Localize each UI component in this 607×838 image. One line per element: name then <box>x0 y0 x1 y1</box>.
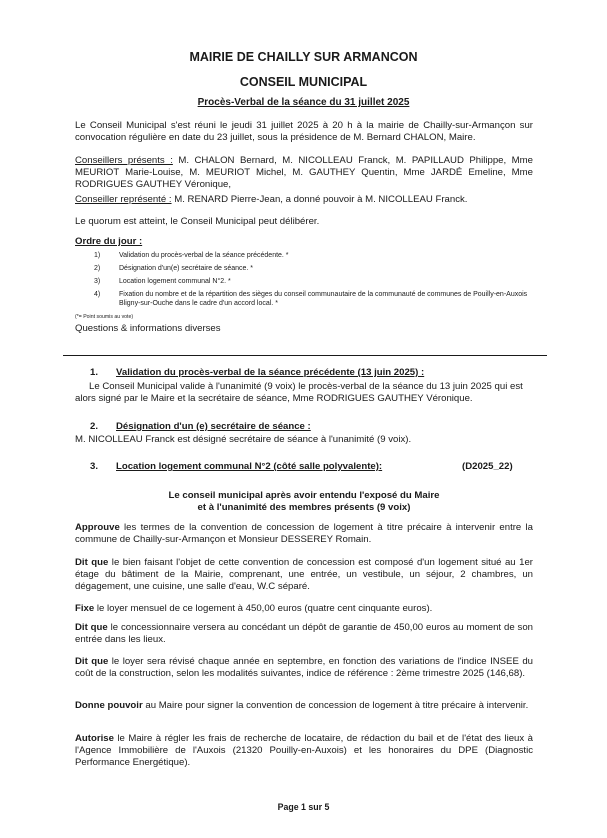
section1-title: Validation du procès-verbal de la séance précédente (13 juin 2025) : <box>116 367 425 378</box>
agenda-footnote: (*= Point soumis au vote) <box>75 314 134 320</box>
questions-diverses: Questions & informations diverses <box>75 323 221 334</box>
agenda-item: 3) Location logement communal N°2. * <box>94 278 231 285</box>
decision-paragraph: Dit que le loyer sera révisé chaque année en septembre, en fonction des variations de l'indice INSEE du coût de la construction, selon les modalités suivantes, indice de référence : 2ème trimestre 2025 (146,68). <box>75 656 533 679</box>
page-number: Page 1 sur 5 <box>277 802 330 812</box>
conseil-heading: CONSEIL MUNICIPAL <box>239 75 368 89</box>
presents-label: Conseillers présents : <box>75 155 173 166</box>
presents-text: M. CHALON Bernard, M. NICOLLEAU Franck, M. PAPILLAUD Philippe, Mme MEURIOT Marie-Louise, M. MEURIOT Michel, M. GAUTHEY Quentin, Mme JARDÉ Emeline, Mme RODRIGUES GAUTHEY Véronique, <box>75 155 533 190</box>
section1-heading: 1. Validation du procès-verbal de la séance précédente (13 juin 2025) : <box>90 367 425 378</box>
decision-paragraph: Donne pouvoir au Maire pour signer la convention de concession de logement à titre précaire à intervenir. <box>75 700 529 711</box>
section2-heading: 2. Désignation d'un (e) secrétaire de séance : <box>90 421 311 432</box>
section-divider <box>63 355 547 356</box>
represente-label: Conseiller représenté : <box>75 194 172 205</box>
quorum-text: Le quorum est atteint, le Conseil Municipal peut délibérer. <box>75 216 320 227</box>
decision-paragraph: Fixe le loyer mensuel de ce logement à 450,00 euros (quatre cent cinquante euros). <box>75 603 433 614</box>
decision-line-1: Le conseil municipal après avoir entendu l'exposé du Maire <box>168 490 440 501</box>
pv-title: Procès-Verbal de la séance du 31 juillet 2025 <box>197 97 410 108</box>
section3-title: Location logement communal N°2 (côté salle polyvalente): <box>116 461 383 472</box>
agenda-label: Ordre du jour : <box>75 236 143 247</box>
section3-ref: (D2025_22) <box>462 461 513 472</box>
mairie-heading: MAIRIE DE CHAILLY SUR ARMANCON <box>189 50 418 64</box>
decision-paragraph: Dit que le bien faisant l'objet de cette convention de concession est composé d'un logement situé au 1er étage du bâtiment de la Mairie, comprenant, une entrée, un vestibule, un séjour, 2 chambres, un dégagement, une cuisine, une salle d'eau, W.C séparé. <box>75 557 533 592</box>
agenda-item: 4) Fixation du nombre et de la répartition des sièges du conseil communautaire de la communauté de communes de Pouilly-en-Auxois Bligny-sur-Ouche dans le cadre d'un accord local. * <box>94 291 528 307</box>
represente-paragraph <box>75 194 533 206</box>
section3-heading: 3. Location logement communal N°2 (côté salle polyvalente): <box>90 461 383 472</box>
decision-paragraph: Dit que le concessionnaire versera au concédant un dépôt de garantie de 450,00 euros au moment de son entrée dans les lieux. <box>75 622 533 645</box>
section1-body: Le Conseil Municipal valide à l'unanimité (9 voix) le procès-verbal de la séance du 13 juin 2025 qui est alors signé par le Maire et la secrétaire de séance, Mme RODRIGUES GAUTHEY Véronique. <box>75 381 523 404</box>
decision-line-2: et à l'unanimité des membres présents (9 voix) <box>197 502 411 513</box>
agenda-list <box>94 251 534 312</box>
intro-paragraph: Le Conseil Municipal s'est réuni le jeudi 31 juillet 2025 à 20 h à la mairie de Chailly-sur-Armançon sur convocation régulière en date du 23 juillet, sous la présidence de M. Bernard CHALON, Maire. <box>75 120 533 143</box>
section2-title: Désignation d'un (e) secrétaire de séance : <box>116 421 311 432</box>
decision-paragraph: Autorise le Maire à régler les frais de recherche de locataire, de rédaction du bail et de l'état des lieux à l'Agence Immobilière de l'Auxois (21320 Pouilly-en-Auxois) et les honoraires du DPE (Diagnostic Performance Energétique). <box>75 733 533 768</box>
agenda-item: 1) Validation du procès-verbal de la séance précédente. * <box>94 252 289 259</box>
represente-text: M. RENARD Pierre-Jean, a donné pouvoir à M. NICOLLEAU Franck. <box>174 194 468 205</box>
presents-paragraph <box>75 155 533 191</box>
section2-body: M. NICOLLEAU Franck est désigné secrétaire de séance à l'unanimité (9 voix). <box>75 434 412 445</box>
decision-paragraph: Approuve les termes de la convention de concession de logement à titre précaire à intervenir entre la commune de Chailly-sur-Armançon et Monsieur DESSEREY Romain. <box>75 522 533 545</box>
agenda-item: 2) Désignation d'un(e) secrétaire de séance. * <box>94 265 254 272</box>
